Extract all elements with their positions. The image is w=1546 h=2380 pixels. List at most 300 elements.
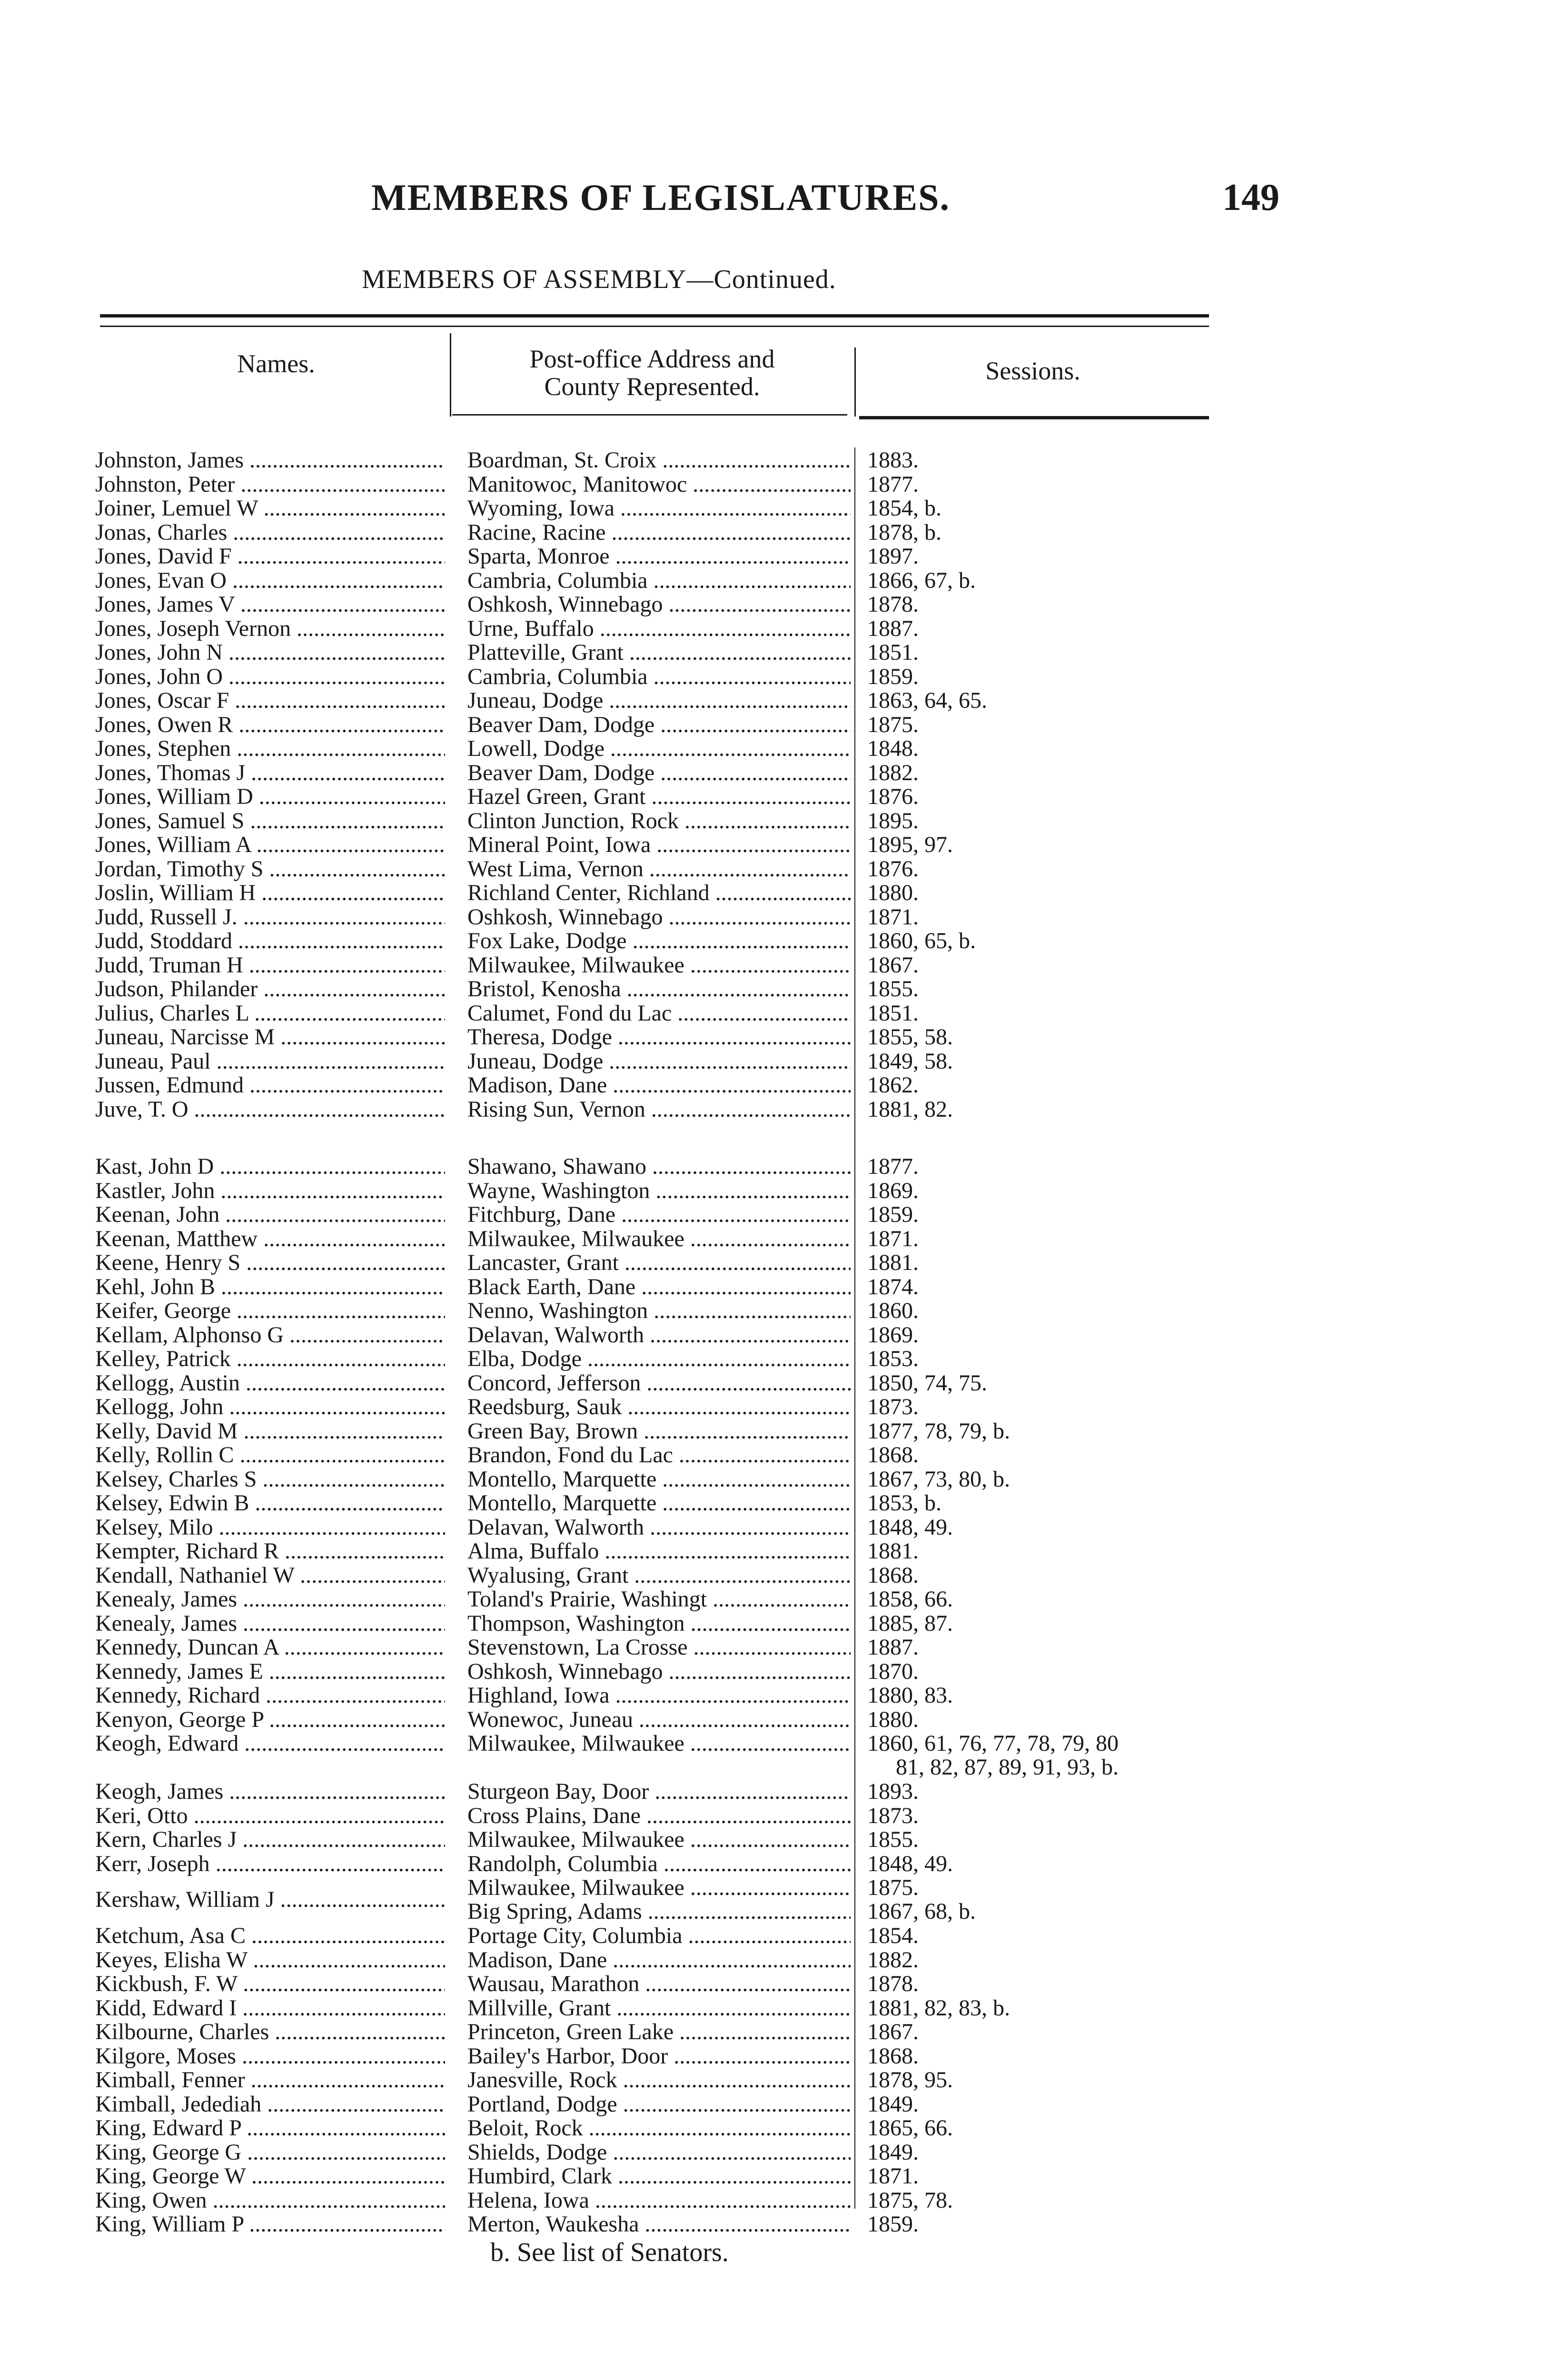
member-name: Kellogg, Austin ..... [95, 1371, 445, 1395]
table-row [95, 1073, 1247, 1098]
member-address: Richland Center, Richland ..... [467, 881, 851, 905]
table-row [95, 1203, 1247, 1227]
member-address: Madison, Dane ..... [467, 1073, 851, 1097]
member-address: Elba, Dodge ..... [467, 1347, 851, 1371]
member-name: Keogh, James ..... [95, 1780, 445, 1804]
member-name: King, Owen ..... [95, 2189, 445, 2212]
member-name: Jones, John O ..... [95, 665, 445, 689]
member-address: Stevenstown, La Crosse ..... [467, 1636, 851, 1659]
member-name: Kennedy, Richard ..... [95, 1684, 445, 1707]
member-address: Helena, Iowa ..... [467, 2189, 851, 2212]
member-sessions: 1860, 65, b. [867, 929, 976, 953]
member-address: Black Earth, Dane ..... [467, 1275, 851, 1299]
header-underline-address [452, 414, 847, 416]
member-name: Kickbush, F. W ..... [95, 1972, 445, 1996]
member-name: King, Edward P ..... [95, 2116, 445, 2140]
member-name: Jones, Samuel S ..... [95, 809, 445, 833]
table-row [95, 2068, 1247, 2092]
member-sessions: 1873. [867, 1395, 919, 1419]
member-address: Milwaukee, Milwaukee ..... [467, 953, 851, 977]
column-header-address-line1: Post-office Address and [529, 345, 775, 373]
member-sessions: 1867. [867, 953, 919, 977]
member-sessions: 1849, 58. [867, 1049, 953, 1073]
member-sessions: 1877. [867, 1155, 919, 1179]
member-name: Jones, Evan O ..... [95, 569, 445, 593]
member-name: Jussen, Edmund ..... [95, 1073, 445, 1097]
member-address: Humbird, Clark ..... [467, 2164, 851, 2188]
table-row [95, 1587, 1247, 1612]
member-sessions: 1867. [867, 2020, 919, 2044]
member-name: Kastler, John ..... [95, 1179, 445, 1203]
member-address: Janesville, Rock ..... [467, 2068, 851, 2092]
table-row [95, 785, 1247, 809]
member-sessions: 1855. [867, 1828, 919, 1852]
table-row [95, 1371, 1247, 1396]
member-name: Jones, Stephen ..... [95, 737, 445, 761]
table-row [95, 473, 1247, 497]
member-address: Beaver Dam, Dodge ..... [467, 713, 851, 737]
member-address: Milwaukee, Milwaukee ..... [467, 1828, 851, 1852]
member-sessions: 1876. [867, 785, 919, 809]
table-row [95, 1098, 1247, 1122]
member-address: Boardman, St. Croix ..... [467, 448, 851, 472]
member-address: Montello, Marquette ..... [467, 1468, 851, 1491]
member-address: Beloit, Rock ..... [467, 2116, 851, 2140]
table-row [95, 593, 1247, 617]
member-name: Joslin, William H ..... [95, 881, 445, 905]
member-sessions: 1876. [867, 857, 919, 881]
table-row [95, 521, 1247, 545]
member-name: Jones, William D ..... [95, 785, 445, 809]
table-row [95, 1636, 1247, 1660]
member-address: Rising Sun, Vernon ..... [467, 1098, 851, 1121]
member-name: Jones, Thomas J ..... [95, 761, 445, 785]
member-address: Mineral Point, Iowa ..... [467, 833, 851, 857]
member-sessions: 1850, 74, 75. [867, 1371, 987, 1395]
table-row [95, 1539, 1247, 1564]
member-name: Kenealy, James ..... [95, 1612, 445, 1636]
member-sessions: 1885, 87. [867, 1611, 953, 1636]
member-sessions: 1881, 82, 83, b. [867, 1996, 1010, 2020]
table-row [95, 1347, 1247, 1371]
member-name: Jones, David F ..... [95, 545, 445, 568]
member-name: Kelly, Rollin C ..... [95, 1443, 445, 1467]
member-sessions: 1881. [867, 1539, 919, 1563]
member-name: Kehl, John B ..... [95, 1275, 445, 1299]
member-name: King, William P ..... [95, 2212, 445, 2236]
member-name: Kidd, Edward I ..... [95, 1996, 445, 2020]
member-sessions: 1873. [867, 1804, 919, 1828]
table-row [95, 1564, 1247, 1588]
member-address: Millville, Grant ..... [467, 1996, 851, 2020]
member-name: Johnston, Peter ..... [95, 473, 445, 496]
member-address: Green Bay, Brown ..... [467, 1419, 851, 1443]
member-address: Oshkosh, Winnebago ..... [467, 905, 851, 929]
member-sessions: 1851. [867, 1001, 919, 1025]
member-sessions: 1881. [867, 1251, 919, 1275]
table-row [95, 1708, 1247, 1732]
member-address: Bailey's Harbor, Door ..... [467, 2044, 851, 2068]
table-row [95, 1732, 1247, 1780]
column-header-address [452, 345, 852, 400]
member-name: Kenealy, James ..... [95, 1587, 445, 1611]
member-sessions: 1859. [867, 1203, 919, 1227]
member-sessions: 1878, b. [867, 520, 941, 545]
member-name: Jones, Joseph Vernon ..... [95, 617, 445, 641]
member-sessions: 1878. [867, 593, 919, 616]
table-row [95, 617, 1247, 641]
table-row [95, 1852, 1247, 1876]
table-row [95, 1684, 1247, 1708]
member-sessions: 1878. [867, 1972, 919, 1996]
member-sessions: 1853, b. [867, 1491, 941, 1515]
member-address: Portage City, Columbia ..... [467, 1924, 851, 1948]
member-address: Montello, Marquette ..... [467, 1491, 851, 1515]
member-name: Kilbourne, Charles ..... [95, 2020, 445, 2044]
table-row [95, 1996, 1247, 2021]
member-sessions: 1858, 66. [867, 1587, 953, 1611]
column-header-sessions: Sessions. [985, 357, 1080, 385]
table-row [95, 1002, 1247, 1026]
member-sessions: 1868. [867, 1563, 919, 1587]
table-row [95, 448, 1247, 473]
table-row [95, 1491, 1247, 1516]
member-address: Concord, Jefferson ..... [467, 1371, 851, 1395]
table-row [95, 2141, 1247, 2165]
member-sessions: 1871. [867, 1227, 919, 1251]
member-address: Milwaukee, Milwaukee ..... [467, 1732, 851, 1755]
header-divider-2 [854, 347, 856, 416]
member-name: Kelsey, Charles S ..... [95, 1468, 445, 1491]
member-name: Kilgore, Moses ..... [95, 2044, 445, 2068]
member-address: Beaver Dam, Dodge ..... [467, 761, 851, 785]
member-name: Judd, Russell J. ..... [95, 905, 445, 929]
member-sessions: 1895. [867, 809, 919, 833]
member-address: Urne, Buffalo ..... [467, 617, 851, 641]
member-name: Ketchum, Asa C ..... [95, 1924, 445, 1948]
member-address: Delavan, Walworth ..... [467, 1323, 851, 1347]
member-name: Kast, John D ..... [95, 1155, 445, 1179]
member-sessions: 1854. [867, 1924, 919, 1948]
member-address: Sturgeon Bay, Door ..... [467, 1780, 851, 1804]
member-name: Kennedy, Duncan A ..... [95, 1636, 445, 1659]
table-row [95, 713, 1247, 737]
member-name: King, George W ..... [95, 2164, 445, 2188]
member-sessions: 1848, 49. [867, 1515, 953, 1539]
table-row [95, 641, 1247, 665]
member-sessions: 1874. [867, 1275, 919, 1299]
member-address: Portland, Dodge ..... [467, 2092, 851, 2116]
table-row [95, 2020, 1247, 2044]
member-sessions: 1883. [867, 448, 919, 472]
section-subtitle: MEMBERS OF ASSEMBLY—Continued. [362, 265, 836, 294]
table-row [95, 1660, 1247, 1684]
member-sessions: 1882. [867, 761, 919, 785]
member-address: Racine, Racine ..... [467, 521, 851, 545]
table-row [95, 665, 1247, 689]
member-sessions-continued: 1867, 68, b. [867, 1900, 976, 1924]
member-name: Kimball, Fenner ..... [95, 2068, 445, 2092]
member-address: Juneau, Dodge ..... [467, 1050, 851, 1073]
table-row [95, 1443, 1247, 1468]
member-name: Jones, Owen R ..... [95, 713, 445, 737]
member-address: Alma, Buffalo ..... [467, 1539, 851, 1563]
top-rule-thick [100, 314, 1209, 317]
member-name: Kern, Charles J ..... [95, 1828, 445, 1852]
member-address: Calumet, Fond du Lac ..... [467, 1002, 851, 1025]
table-row [95, 1468, 1247, 1492]
table-row [95, 1155, 1247, 1179]
member-address: Cambria, Columbia ..... [467, 665, 851, 689]
column-header-address-line2: County Represented. [544, 372, 760, 401]
member-sessions: 1875, 78. [867, 2188, 953, 2212]
member-address: Princeton, Green Lake ..... [467, 2020, 851, 2044]
member-address: Clinton Junction, Rock ..... [467, 809, 851, 833]
table-row [95, 929, 1247, 953]
member-name: Keenan, John ..... [95, 1203, 445, 1227]
table-row [95, 1612, 1247, 1636]
member-name: Jones, Oscar F ..... [95, 689, 445, 713]
member-name: Kenyon, George P ..... [95, 1708, 445, 1732]
table-row [95, 1828, 1247, 1852]
table-row [95, 1804, 1247, 1828]
member-address: Wausau, Marathon ..... [467, 1972, 851, 1996]
member-sessions: 1855, 58. [867, 1025, 953, 1049]
member-address: Theresa, Dodge ..... [467, 1025, 851, 1049]
member-sessions: 1848, 49. [867, 1852, 953, 1876]
page-number: 149 [1222, 177, 1279, 218]
member-sessions: 1887. [867, 616, 919, 641]
member-name: Julius, Charles L ..... [95, 1002, 445, 1025]
member-sessions: 1859. [867, 664, 919, 689]
member-sessions: 1877. [867, 472, 919, 496]
member-sessions: 1849. [867, 2092, 919, 2116]
member-name: Keenan, Matthew ..... [95, 1227, 445, 1251]
member-name: Jones, William A ..... [95, 833, 445, 857]
member-sessions: 1880. [867, 881, 919, 905]
table-row [95, 689, 1247, 713]
member-address: Madison, Dane ..... [467, 1948, 851, 1972]
table-row [95, 1050, 1247, 1074]
member-address: Delavan, Walworth ..... [467, 1516, 851, 1539]
member-name: King, George G ..... [95, 2141, 445, 2164]
member-sessions: 1875. [867, 713, 919, 737]
member-name: Keogh, Edward ..... [95, 1732, 445, 1755]
member-sessions: 1868. [867, 1443, 919, 1467]
member-name: Johnston, James ..... [95, 448, 445, 472]
member-name: Juneau, Paul ..... [95, 1050, 445, 1073]
member-name: Joiner, Lemuel W ..... [95, 496, 445, 520]
member-sessions: 1893. [867, 1780, 919, 1804]
member-sessions: 1895, 97. [867, 833, 953, 857]
table-row [95, 2116, 1247, 2141]
member-name: Keifer, George ..... [95, 1299, 445, 1323]
member-address: Hazel Green, Grant ..... [467, 785, 851, 809]
member-sessions: 1849. [867, 2140, 919, 2164]
member-name: Keene, Henry S ..... [95, 1251, 445, 1275]
member-sessions: 1870. [867, 1659, 919, 1684]
member-name: Juneau, Narcisse M ..... [95, 1025, 445, 1049]
member-address: West Lima, Vernon ..... [467, 857, 851, 881]
table-row [95, 1395, 1247, 1419]
member-name: Kelsey, Milo ..... [95, 1516, 445, 1539]
member-name: Kendall, Nathaniel W ..... [95, 1564, 445, 1587]
member-sessions: 1859. [867, 2212, 919, 2236]
table-row [95, 545, 1247, 569]
member-sessions: 1869. [867, 1323, 919, 1347]
table-row [95, 1516, 1247, 1540]
member-sessions: 1878, 95. [867, 2068, 953, 2092]
member-address: Reedsburg, Sauk ..... [467, 1395, 851, 1419]
member-name: Jordan, Timothy S ..... [95, 857, 445, 881]
table-row [95, 1948, 1247, 1973]
member-sessions: 1875. [867, 1876, 919, 1900]
member-name: Kelley, Patrick ..... [95, 1347, 445, 1371]
table-row [95, 1323, 1247, 1348]
members-table [95, 448, 1247, 2237]
member-address: Fox Lake, Dodge ..... [467, 929, 851, 953]
member-sessions: 1871. [867, 2164, 919, 2188]
member-address: Lancaster, Grant ..... [467, 1251, 851, 1275]
member-sessions: 1860. [867, 1299, 919, 1323]
running-head: MEMBERS OF LEGISLATURES. [371, 177, 951, 218]
member-name: Kempter, Richard R ..... [95, 1539, 445, 1563]
table-row [95, 1251, 1247, 1275]
table-row [95, 905, 1247, 930]
table-row [95, 1780, 1247, 1804]
member-address: Cross Plains, Dane ..... [467, 1804, 851, 1828]
member-address: Randolph, Columbia ..... [467, 1852, 851, 1876]
table-row [95, 2164, 1247, 2189]
table-row [95, 2044, 1247, 2069]
member-name: Kellam, Alphonso G ..... [95, 1323, 445, 1347]
member-sessions: 1897. [867, 545, 919, 568]
table-row [95, 1972, 1247, 1996]
table-row [95, 1299, 1247, 1323]
table-row [95, 496, 1247, 521]
member-name: Juve, T. O ..... [95, 1098, 445, 1121]
table-row [95, 809, 1247, 833]
table-row [95, 833, 1247, 857]
column-header-names: Names. [237, 349, 315, 378]
table-row [95, 1227, 1247, 1251]
table-row [95, 569, 1247, 593]
member-name: Jones, John N ..... [95, 641, 445, 664]
member-name: Keyes, Elisha W ..... [95, 1948, 445, 1972]
member-name: Kennedy, James E ..... [95, 1660, 445, 1684]
member-sessions: 1862. [867, 1073, 919, 1097]
table-row [95, 1419, 1247, 1444]
table-row [95, 1179, 1247, 1203]
table-row [95, 977, 1247, 1002]
member-name: Jonas, Charles ..... [95, 521, 445, 545]
member-name: Kelly, David M ..... [95, 1419, 445, 1443]
member-sessions: 1866, 67, b. [867, 568, 976, 593]
member-name: Kelsey, Edwin B ..... [95, 1491, 445, 1515]
member-address: Milwaukee, Milwaukee ..... [467, 1227, 851, 1251]
member-sessions: 1848. [867, 737, 919, 761]
member-sessions: 1854, b. [867, 496, 941, 520]
member-sessions: 1860, 61, 76, 77, 78, 79, 80 [867, 1732, 1119, 1755]
member-name: Kershaw, William J ..... [95, 1888, 445, 1912]
table-row [95, 2092, 1247, 2117]
member-address: Platteville, Grant ..... [467, 641, 851, 664]
member-name: Jones, James V ..... [95, 593, 445, 616]
top-rule-thin [100, 326, 1209, 327]
member-sessions: 1868. [867, 2044, 919, 2068]
member-address: Brandon, Fond du Lac ..... [467, 1443, 851, 1467]
member-address: Cambria, Columbia ..... [467, 569, 851, 593]
member-address: Wayne, Washington ..... [467, 1179, 851, 1203]
table-row [95, 953, 1247, 978]
member-address-second: Big Spring, Adams ..... [467, 1900, 851, 1924]
member-sessions: 1880, 83. [867, 1684, 953, 1707]
member-name: Judd, Truman H ..... [95, 953, 445, 977]
member-name: Kerr, Joseph ..... [95, 1852, 445, 1876]
member-address: Bristol, Kenosha ..... [467, 977, 851, 1001]
member-address: Sparta, Monroe ..... [467, 545, 851, 568]
member-name: Keri, Otto ..... [95, 1804, 445, 1828]
table-row [95, 2212, 1247, 2237]
table-row [95, 2189, 1247, 2213]
member-sessions: 1855. [867, 977, 919, 1001]
member-sessions: 1887. [867, 1636, 919, 1659]
table-row [95, 1876, 1247, 1924]
member-name: Judson, Philander ..... [95, 977, 445, 1001]
header-divider-1 [450, 333, 451, 416]
member-sessions: 1851. [867, 641, 919, 664]
member-sessions-continued: 81, 82, 87, 89, 91, 93, b. [867, 1755, 1119, 1779]
header-underline-sessions [859, 416, 1209, 419]
member-address: Wonewoc, Juneau ..... [467, 1708, 851, 1732]
member-address: Toland's Prairie, Washingt ..... [467, 1587, 851, 1611]
member-address: Oshkosh, Winnebago ..... [467, 1660, 851, 1684]
member-sessions: 1881, 82. [867, 1097, 953, 1121]
member-address: Wyoming, Iowa ..... [467, 496, 851, 520]
member-sessions: 1867, 73, 80, b. [867, 1467, 1010, 1491]
member-address: Juneau, Dodge ..... [467, 689, 851, 713]
member-sessions: 1865, 66. [867, 2116, 953, 2140]
member-sessions: 1869. [867, 1179, 919, 1203]
table-row [95, 857, 1247, 882]
member-address: Milwaukee, Milwaukee ..... [467, 1876, 851, 1900]
section-gap [95, 1121, 1247, 1155]
member-address: Shields, Dodge ..... [467, 2141, 851, 2164]
member-name: Kellogg, John ..... [95, 1395, 445, 1419]
member-address: Merton, Waukesha ..... [467, 2212, 851, 2236]
member-sessions: 1871. [867, 905, 919, 929]
table-row [95, 881, 1247, 905]
table-row [95, 1275, 1247, 1299]
member-address: Nenno, Washington ..... [467, 1299, 851, 1323]
member-sessions: 1880. [867, 1707, 919, 1732]
member-sessions: 1853. [867, 1347, 919, 1371]
table-row [95, 761, 1247, 785]
member-address: Thompson, Washington ..... [467, 1612, 851, 1636]
member-sessions: 1877, 78, 79, b. [867, 1419, 1010, 1443]
table-row [95, 1025, 1247, 1050]
member-address: Fitchburg, Dane ..... [467, 1203, 851, 1227]
footnote: b. See list of Senators. [490, 2238, 729, 2267]
member-sessions: 1882. [867, 1948, 919, 1972]
table-row [95, 737, 1247, 761]
table-row [95, 1924, 1247, 1948]
member-address: Highland, Iowa ..... [467, 1684, 851, 1707]
member-name: Kimball, Jedediah ..... [95, 2092, 445, 2116]
member-address: Manitowoc, Manitowoc ..... [467, 473, 851, 496]
member-address: Oshkosh, Winnebago ..... [467, 593, 851, 616]
member-address: Shawano, Shawano ..... [467, 1155, 851, 1179]
